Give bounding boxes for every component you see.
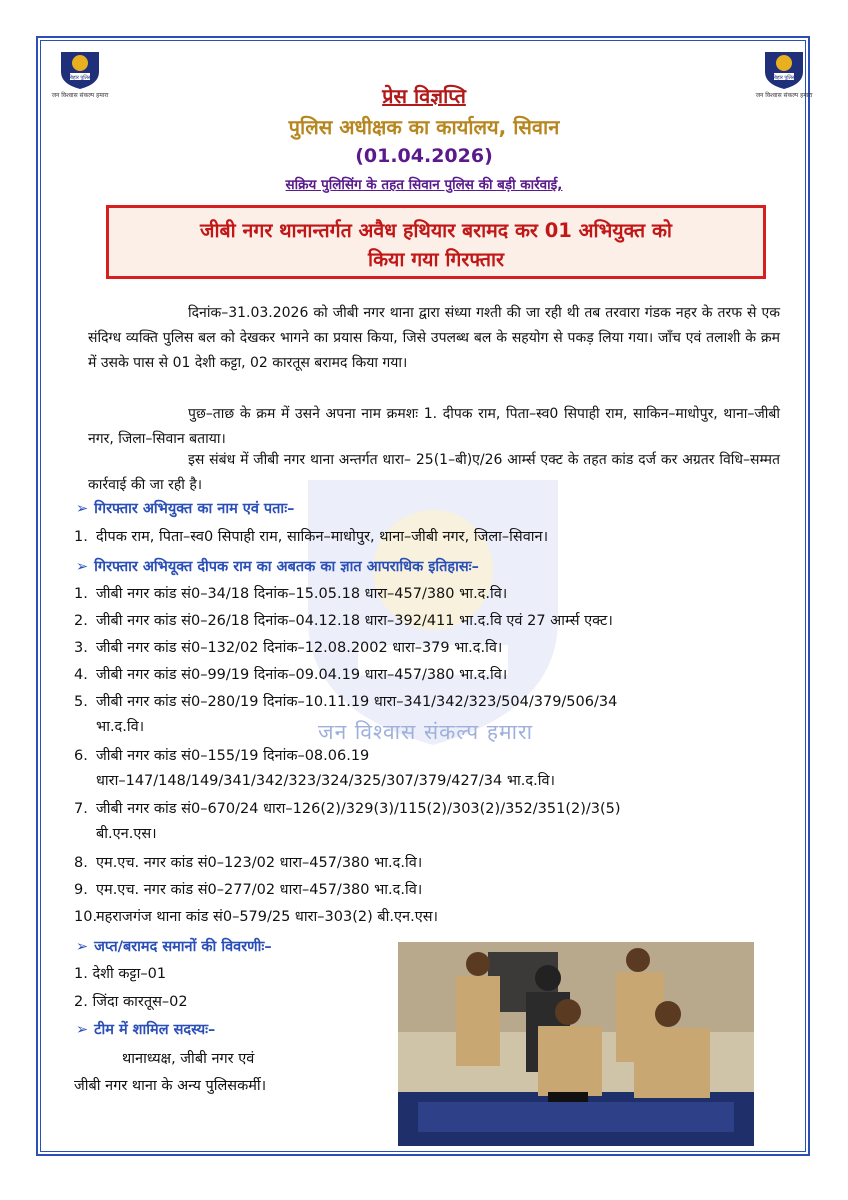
svg-text:बिहार पुलिस: बिहार पुलिस <box>68 75 92 81</box>
body-paragraph-1: दिनांक–31.03.2026 को जीबी नगर थाना द्वारा संध्या गश्ती की जा रही थी तब तरवारा गंडक नहर के तरफ से एक संदिग्ध व्यक्ति पुलिस बल को देखकर भागने का प्रयास किया, जिसे उपलब्ध बल के सहयोग से पकड़ लिया गया। जाँच एवं तलाशी के क्रम में उसके पास से 01 देशी कट्टा, 02 कारतूस बरामद किया गया। <box>88 305 780 371</box>
headline-line-2: किया गया गिरफ्तार <box>368 248 504 271</box>
office-title: पुलिस अधीक्षक का कार्यालय, सिवान <box>288 115 560 139</box>
headline-line-1: जीबी नगर थानान्तर्गत अवैध हथियार बरामद कर 01 अभियुक्त को <box>200 219 672 242</box>
arrow-icon: ➢ <box>76 501 89 517</box>
arrow-icon: ➢ <box>76 559 89 575</box>
section-label: गिरफ्तार अभियूक्त दीपक राम का अबतक का ज्ञात आपराधिक इतिहासः– <box>94 559 479 575</box>
item-number: 4. <box>74 667 88 683</box>
history-item <box>74 583 507 603</box>
history-item <box>74 852 422 872</box>
headline <box>109 216 763 274</box>
headline-box <box>106 205 766 279</box>
item-number: 10. <box>74 909 98 925</box>
history-item <box>74 691 617 711</box>
history-item-continuation: धारा–147/148/149/341/342/323/324/325/307/379/427/34 भा.द.वि। <box>96 773 556 789</box>
item-number: 9. <box>74 882 88 898</box>
item-text: जीबी नगर कांड सं0–132/02 दिनांक–12.08.2002 धारा–379 भा.द.वि। <box>96 640 503 656</box>
item-text: एम.एच. नगर कांड सं0–123/02 धारा–457/380 भा.द.वि। <box>96 855 423 871</box>
history-item <box>74 637 502 657</box>
press-release-title: प्रेस विज्ञप्ति <box>382 84 466 108</box>
item-number: 3. <box>74 640 88 656</box>
team-heading <box>76 1019 215 1039</box>
history-item <box>74 879 422 899</box>
team-line-1: थानाध्यक्ष, जीबी नगर एवं <box>122 1051 255 1067</box>
item-number: 6. <box>74 748 88 764</box>
svg-text:बिहार पुलिस: बिहार पुलिस <box>772 75 796 81</box>
body-paragraph-2: पुछ–ताछ के क्रम में उसने अपना नाम क्रमशः 1. दीपक राम, पिता–स्व0 सिपाही राम, साकिन–माधोपुर, थाना–जीबी नगर, जिला–सिवान बताया। <box>88 406 780 447</box>
item-number: 7. <box>74 801 88 817</box>
watermark-text: जन विश्वास संकल्प हमारा <box>318 720 534 744</box>
seized-heading <box>76 936 272 956</box>
arrow-icon: ➢ <box>76 1022 89 1038</box>
history-heading <box>76 556 479 576</box>
item-number: 1. <box>74 586 88 602</box>
item-text: एम.एच. नगर कांड सं0–277/02 धारा–457/380 भा.द.वि। <box>96 882 423 898</box>
history-item-continuation: भा.द.वि। <box>96 719 145 735</box>
item-text: जीबी नगर कांड सं0–155/19 दिनांक–08.06.19 <box>96 748 370 764</box>
seized-item: 1. देशी कट्टा–01 <box>74 966 167 982</box>
history-item <box>74 906 438 926</box>
item-number: 2. <box>74 613 88 629</box>
item-text: जीबी नगर कांड सं0–26/18 दिनांक–04.12.18 धारा–392/411 भा.द.वि एवं 27 आर्म्स एक्ट। <box>96 613 613 629</box>
item-text: दीपक राम, पिता–स्व0 सिपाही राम, साकिन–माधोपुर, थाना–जीबी नगर, जिला–सिवान। <box>96 529 549 545</box>
arrow-icon: ➢ <box>76 939 89 955</box>
item-text: जीबी नगर कांड सं0–670/24 धारा–126(2)/329(3)/115(2)/303(2)/352/351(2)/3(5) <box>96 801 621 817</box>
team-line-2: जीबी नगर थाना के अन्य पुलिसकर्मी। <box>74 1078 267 1094</box>
history-item <box>74 798 621 818</box>
logo-tagline: जन विश्वास संकल्प हमारा <box>51 92 109 99</box>
seized-item: 2. जिंदा कारतूस–02 <box>74 994 188 1010</box>
item-number: 5. <box>74 694 88 710</box>
history-item <box>74 745 369 765</box>
item-text: जीबी नगर कांड सं0–99/19 दिनांक–09.04.19 धारा–457/380 भा.द.वि। <box>96 667 508 683</box>
history-item <box>74 610 613 630</box>
item-text: जीबी नगर कांड सं0–34/18 दिनांक–15.05.18 धारा–457/380 भा.द.वि। <box>96 586 508 602</box>
section-label: गिरफ्तार अभियुक्त का नाम एवं पताः– <box>94 501 295 517</box>
item-text: महराजगंज थाना कांड सं0–579/25 धारा–303(2) बी.एन.एस। <box>96 909 439 925</box>
item-number: 8. <box>74 855 88 871</box>
history-item-continuation: बी.एन.एस। <box>96 826 157 842</box>
subtitle: सक्रिय पुलिसिंग के तहत सिवान पुलिस की बड़ी कार्रवाई, <box>285 177 563 193</box>
arrested-heading <box>76 498 294 518</box>
item-text: जीबी नगर कांड सं0–280/19 दिनांक–10.11.19 धारा–341/342/323/504/379/506/34 <box>96 694 618 710</box>
history-item <box>74 664 507 684</box>
arrest-photo <box>398 942 754 1146</box>
body-paragraph-3: इस संबंध में जीबी नगर थाना अन्तर्गत धारा– 25(1–बी)ए/26 आर्म्स एक्ट के तहत कांड दर्ज कर अग्रतर विधि–सम्मत कार्रवाई की जा रही है। <box>88 452 780 493</box>
arrested-item <box>74 526 548 546</box>
item-number: 1. <box>74 529 88 545</box>
logo-tagline: जन विश्वास संकल्प हमारा <box>755 92 813 99</box>
section-label: जप्त/बरामद समानों की विवरणीः– <box>94 939 272 955</box>
section-label: टीम में शामिल सदस्यः– <box>94 1022 216 1038</box>
release-date: (01.04.2026) <box>355 145 493 167</box>
